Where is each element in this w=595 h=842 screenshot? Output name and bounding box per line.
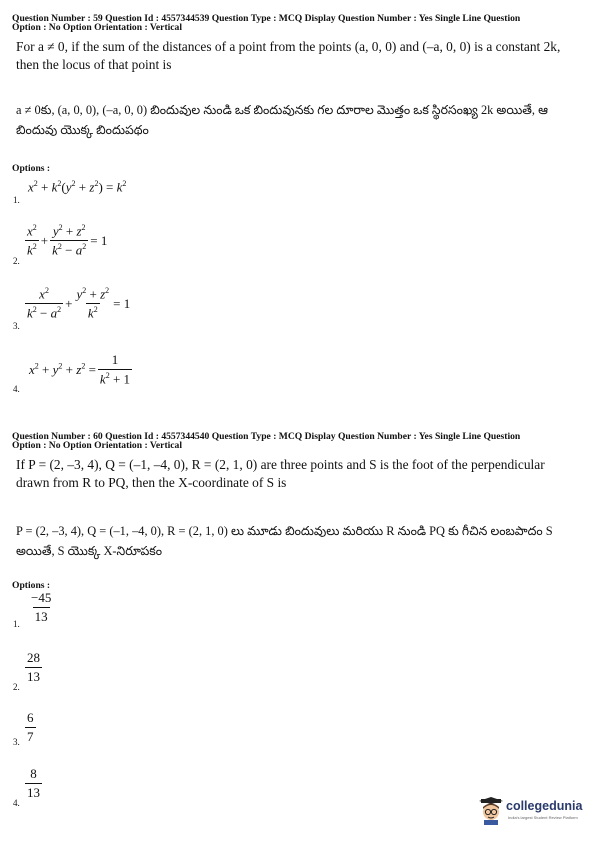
q60-option-3-numerator: 6 xyxy=(27,710,34,725)
q60-option-2-numerator: 28 xyxy=(27,650,40,665)
logo-tagline: India's largest Student Review Platform xyxy=(508,815,578,820)
q60-question-text: If P = (2, –3, 4), Q = (–1, –4, 0), R = (2, 1, 0) are three points and S is the foot of the perpendicular drawn from R to PQ, then the X-coordinate of S is xyxy=(16,457,545,490)
q60-option-3-denominator: 7 xyxy=(27,729,34,744)
logo-name: collegedunia xyxy=(506,799,583,813)
collegedunia-logo xyxy=(478,797,588,827)
q59-option-1-number: 1. xyxy=(13,195,20,205)
q59-question-text: For a ≠ 0, if the sum of the distances of a point from the points (a, 0, 0) and (–a, 0, 0) is a constant 2k, then the locus of that point is xyxy=(16,39,561,72)
q60-option-3-number: 3. xyxy=(13,737,20,747)
q60-option-2[interactable] xyxy=(24,650,43,685)
student-mascot-icon xyxy=(478,797,504,825)
q60-option-4[interactable] xyxy=(24,766,43,801)
q60-option-1[interactable] xyxy=(28,590,54,625)
q59-header-line2: Option : No Option Orientation : Vertical xyxy=(12,22,183,33)
q60-option-2-number: 2. xyxy=(13,682,20,692)
q59-option-4-number: 4. xyxy=(13,384,20,394)
q60-option-1-numerator: −45 xyxy=(31,590,52,605)
q60-option-4-denominator: 13 xyxy=(27,785,40,800)
q60-option-4-numerator: 8 xyxy=(30,766,37,781)
q60-option-1-denominator: 13 xyxy=(34,609,48,624)
q59-option-4[interactable]: $x^2 + y^2 + z^2$ = $\frac{1}{k^2 + 1}$ xyxy=(29,352,131,387)
q59-option-3[interactable]: $\frac{x^2}{k^2 - a^2}$ + $\frac{y^2 + z^2}{k^2}$ = 1 xyxy=(27,286,131,321)
q59-option-2-number: 2. xyxy=(13,256,20,266)
q59-telugu-text: a ≠ 0కు, (a, 0, 0), (–a, 0, 0) బిందువుల నుండి ఒక బిందువునకు గల దూరాల మొత్తం ఒక స్థిరసంఖ్య 2k అయితే, ఆ బిందువు యొక్క బిందుపథం xyxy=(16,103,548,137)
q59-options-label: Options : xyxy=(12,163,51,174)
q59-option-2[interactable]: $\frac{x^2}{k^2}$ + $\frac{y^2 + z^2}{k^2 - a^2}$ = 1 xyxy=(27,223,108,258)
q60-option-1-number: 1. xyxy=(13,619,20,629)
q59-option-3-number: 3. xyxy=(13,321,20,331)
q59-header-line1: Question Number : 59 Question Id : 4557344539 Question Type : MCQ Display Question Number : Yes Single Line Question xyxy=(12,13,521,24)
q60-header-line2: Option : No Option Orientation : Vertical xyxy=(12,440,183,451)
q60-header-line1: Question Number : 60 Question Id : 4557344540 Question Type : MCQ Display Question Number : Yes Single Line Question xyxy=(12,431,521,442)
q60-option-4-number: 4. xyxy=(13,798,20,808)
q60-options-label: Options : xyxy=(12,580,51,591)
q60-option-2-denominator: 13 xyxy=(27,669,40,684)
q60-telugu-text: P = (2, –3, 4), Q = (–1, –4, 0), R = (2, 1, 0) లు మూడు బిందువులు మరియు R నుండి PQ కు గీచిన లంబపాదం S అయితే, S యొక్క X-నిరూపకం xyxy=(16,524,553,558)
q59-option-1[interactable]: $x^2 + k^2(y^2 + z^2) = k^2$ xyxy=(28,179,127,195)
q60-option-3[interactable] xyxy=(24,710,37,745)
